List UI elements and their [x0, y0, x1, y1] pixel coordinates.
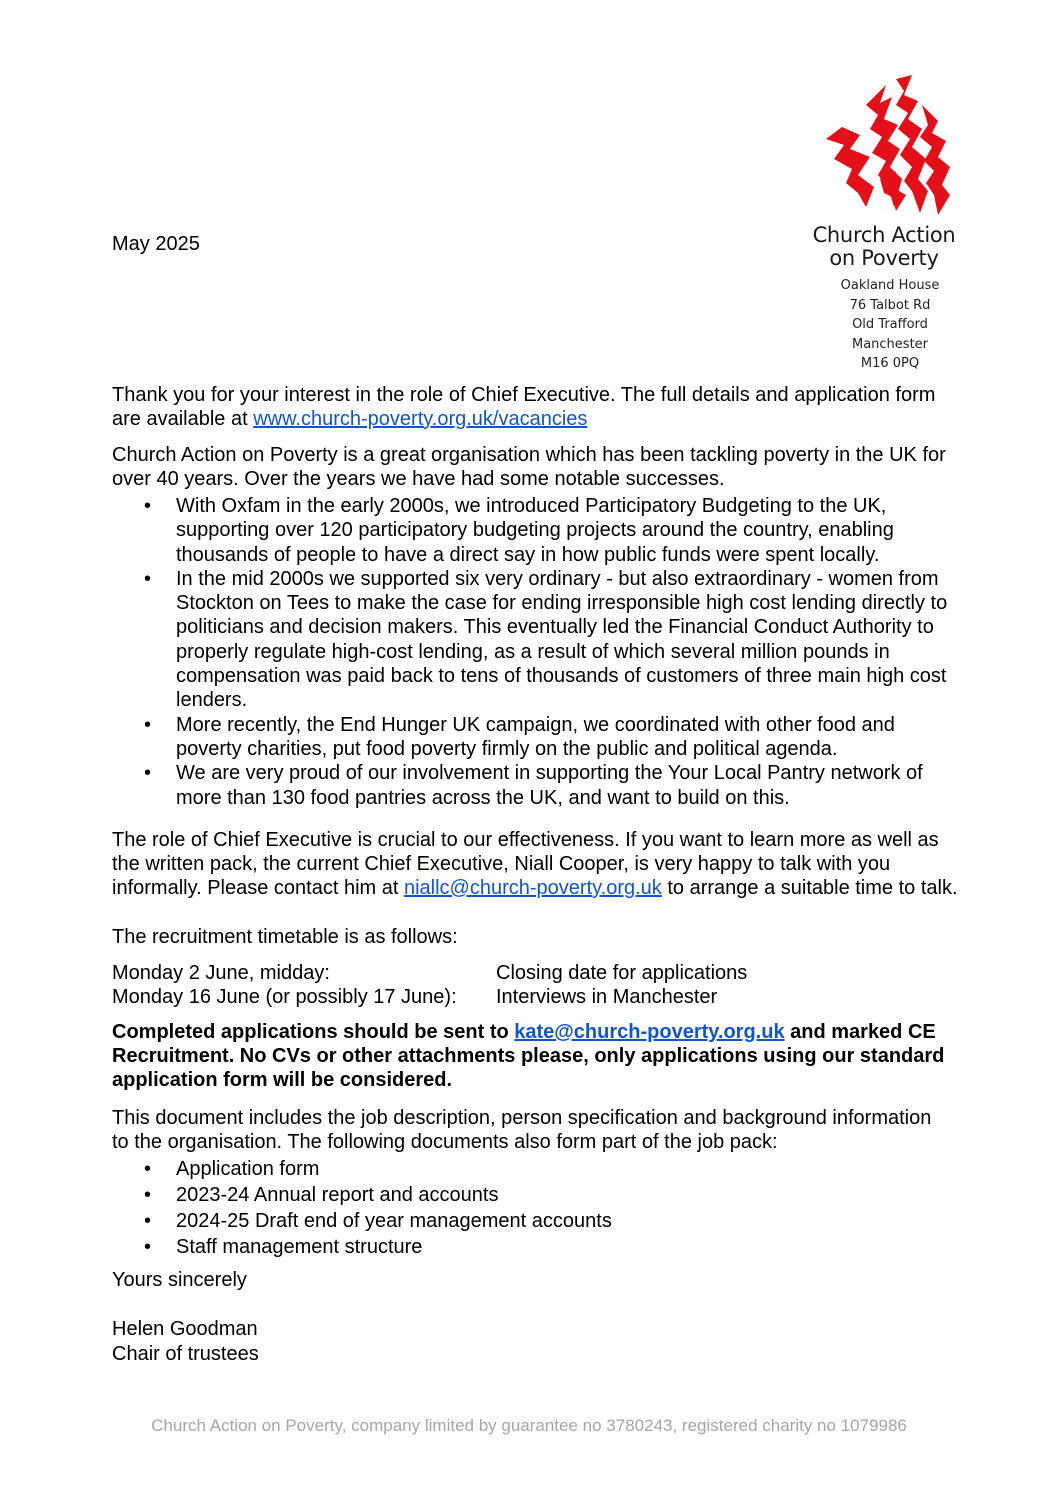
timetable-what: Interviews in Manchester: [496, 986, 718, 1008]
church-action-logo: [800, 75, 960, 228]
applications-text-end: and marked CE Recruitment. No CVs or other attachments please, only applications using our standard application form will be considered.: [112, 1021, 945, 1091]
bullet-icon: •: [144, 567, 152, 590]
applications-paragraph: [112, 1020, 952, 1092]
list-item-text: 2024-25 Draft end of year management accounts: [176, 1210, 612, 1232]
niall-email-link[interactable]: niallc@church-poverty.org.uk: [403, 877, 662, 899]
logo-line-1: Church Action: [812, 223, 956, 247]
organisation-paragraph: Church Action on Poverty is a great organisation which has been tackling poverty in the UK for over 40 years. Over the years we have had some notable successes.: [112, 444, 946, 490]
list-item: [112, 761, 962, 810]
role-paragraph: [112, 828, 962, 900]
vacancies-link[interactable]: www.church-poverty.org.uk/vacancies: [253, 408, 588, 430]
list-item: [112, 494, 962, 567]
address-block: [800, 276, 980, 374]
list-item-text: Staff management structure: [176, 1236, 423, 1258]
timetable-when: Monday 16 June (or possibly 17 June):: [112, 986, 457, 1008]
list-item: [112, 1182, 962, 1208]
address-line: Manchester: [851, 336, 929, 352]
recruitment-timetable: [112, 961, 912, 1009]
bullet-icon: •: [144, 1210, 152, 1232]
address-line: Oakland House: [840, 278, 940, 293]
timetable-row: [112, 985, 912, 1009]
timetable-intro: The recruitment timetable is as follows:: [112, 926, 458, 948]
bullet-icon: •: [144, 713, 152, 736]
list-item: [112, 1156, 962, 1182]
list-item: [112, 713, 962, 762]
bullet-icon: •: [144, 1184, 152, 1206]
intro-text: Thank you for your interest in the role of Chief Executive. The full details and application form are available at: [112, 384, 936, 430]
intro-paragraph: [112, 383, 962, 431]
address-line: M16 0PQ: [860, 356, 920, 371]
closing: Yours sincerely: [112, 1269, 247, 1291]
list-item-text: More recently, the End Hunger UK campaign, we coordinated with other food and poverty charities, put food poverty firmly on the public and political agenda.: [176, 713, 895, 760]
list-item-text: In the mid 2000s we supported six very ordinary - but also extraordinary - women from Stockton on Tees to make the case for ending irresponsible high cost lending directly to politicians and decision makers. This eventually led the Financial Conduct Authority to properly regulate high-cost lending, as a result of which several million pounds in compensation was paid back to tens of thousands of customers of three main high cost lenders.: [176, 567, 948, 712]
bullet-icon: •: [144, 762, 152, 785]
list-item-text: 2023-24 Annual report and accounts: [176, 1184, 499, 1206]
list-item: [112, 567, 962, 713]
timetable-what: Closing date for applications: [496, 962, 748, 984]
logo-line-2: on Poverty: [829, 246, 939, 270]
job-pack-list: [112, 1156, 962, 1260]
timetable-row: [112, 961, 912, 985]
bullet-icon: •: [144, 1236, 152, 1258]
successes-list: [112, 494, 962, 810]
flame-icon: [800, 75, 960, 223]
list-item-text: Application form: [176, 1158, 320, 1180]
kate-email-link[interactable]: kate@church-poverty.org.uk: [514, 1021, 785, 1043]
address-line: 76 Talbot Rd: [849, 297, 931, 313]
list-item-text: With Oxfam in the early 2000s, we introduced Participatory Budgeting to the UK, supporting over 120 participatory budgeting projects around the country, enabling thousands of people to have a direct say in how public funds were spent locally.: [176, 495, 894, 566]
letter-date: May 2025: [112, 233, 200, 255]
role-text-end: to arrange a suitable time to talk.: [661, 877, 958, 899]
applications-text: Completed applications should be sent to: [112, 1021, 515, 1043]
timetable-when: Monday 2 June, midday:: [112, 962, 330, 984]
job-pack-paragraph: This document includes the job description, person specification and background information to the organisation. The following documents also form part of the job pack:: [112, 1107, 932, 1153]
address-line: Old Trafford: [852, 317, 928, 332]
footer: Church Action on Poverty, company limited by guarantee no 3780243, registered charity no 1079986: [151, 1416, 907, 1435]
bullet-icon: •: [144, 1158, 152, 1180]
bullet-icon: •: [144, 495, 152, 517]
signatory-name: Helen Goodman: [112, 1318, 258, 1340]
role-text: The role of Chief Executive is crucial to our effectiveness. If you want to learn more as well as the written pack, the current Chief Executive, Niall Cooper, is very happy to talk with you informally. Please contact him at: [112, 829, 939, 899]
list-item: [112, 1208, 962, 1234]
list-item: [112, 1234, 962, 1260]
logo-wordmark: [804, 224, 964, 270]
signatory-title: Chair of trustees: [112, 1343, 259, 1365]
list-item-text: We are very proud of our involvement in supporting the Your Local Pantry network of more than 130 food pantries across the UK, and want to build on this.: [176, 762, 923, 809]
